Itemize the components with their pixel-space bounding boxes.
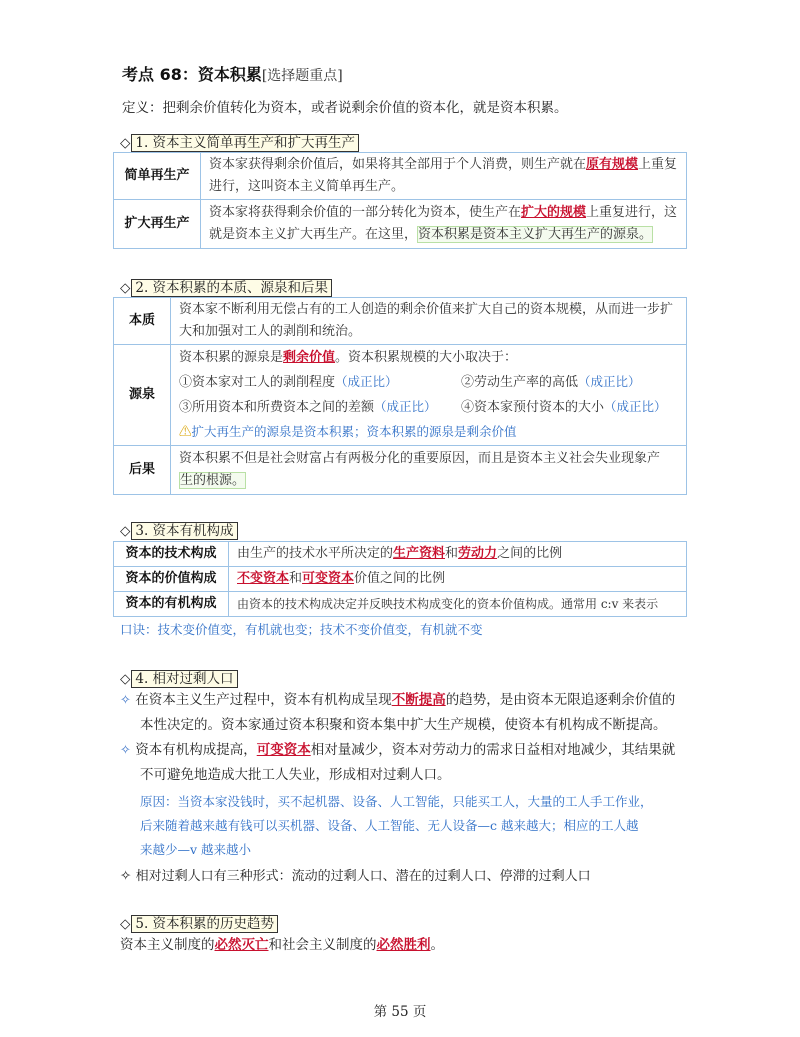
text: 的趋势，是由资本无限追逐剩余价值的 — [445, 692, 676, 708]
proportional-note: （成正比） — [335, 374, 398, 389]
proportional-note: （成正比） — [604, 399, 667, 414]
text: 由生产的技术水平所决定的 — [237, 546, 394, 561]
text: 相对量减少，资本对劳动力的需求日益相对地减少，其结果就 — [310, 742, 676, 758]
text: 和社会主义制度的 — [268, 937, 377, 953]
row-content — [201, 200, 687, 249]
row-header: 扩大再生产 — [114, 200, 201, 249]
text: 资本家将获得剩余价值的一部分转化为资本，使生产在 — [209, 205, 522, 220]
warning-icon: ⚠ — [179, 424, 192, 439]
table-row — [114, 542, 687, 567]
text: 后来随着越来越有钱可以买机器、设备、人工智能、无人设备—c 越来越大；相应的工人越 — [140, 818, 639, 833]
text: 资本积累的源泉是 — [179, 350, 284, 365]
row-header: 资本的技术构成 — [114, 542, 229, 567]
paragraph — [120, 688, 700, 713]
table-row — [114, 345, 687, 446]
highlight-term: 必然胜利 — [376, 937, 431, 953]
text: ③所用资本和所费资本之间的差额 — [179, 400, 375, 415]
table-row — [114, 298, 687, 345]
topic-title — [122, 62, 343, 85]
row-content: 由资本的技术构成决定并反映技术构成变化的资本价值构成。通常用 c:v 来表示 — [229, 592, 687, 617]
definition: 定义：把剩余价值转化为资本，或者说剩余价值的资本化，就是资本积累。 — [122, 100, 568, 116]
table-row — [114, 200, 687, 249]
text: ①资本家对工人的剥削程度 — [179, 375, 336, 390]
text: 原因：当资本家没钱时，买不起机器、设备、人工智能，只能买工人，大量的工人手工作业， — [140, 794, 653, 809]
highlight-term: 可变资本 — [302, 571, 355, 586]
diamond-icon: ◇ — [120, 671, 131, 687]
section-3-heading — [120, 519, 238, 539]
text: 之间的比例 — [497, 546, 563, 561]
row-header: 源泉 — [114, 345, 171, 446]
highlight-term: 生产资料 — [393, 546, 446, 561]
section-4-heading — [120, 667, 238, 687]
section-4-title: 4. 相对过剩人口 — [131, 670, 237, 688]
warning-note — [179, 420, 678, 444]
section-5-heading — [120, 912, 278, 932]
source-line — [179, 346, 678, 370]
highlight-term: 劳动力 — [458, 546, 498, 561]
text: 扩大再生产的源泉是资本积累；资本积累的源泉是剩余价值 — [191, 424, 517, 439]
text: 在资本主义生产过程中，资本有机构成呈现 — [135, 692, 392, 708]
text: 价值之间的比例 — [354, 571, 446, 586]
paragraph-cont: 不可避免地造成大批工人失业，形成相对过剩人口。 — [140, 767, 451, 783]
section-1-title: 1. 资本主义简单再生产和扩大再生产 — [131, 134, 359, 152]
paragraph-cont: 本性决定的。资本家通过资本积聚和资本集中扩大生产规模，使资本有机构成不断提高。 — [140, 717, 667, 733]
text: 和 — [445, 546, 459, 561]
row-header: 简单再生产 — [114, 153, 201, 200]
mnemonic: 口诀：技术变价值变，有机就也变；技术不变价值变，有机就不变 — [120, 622, 483, 637]
text: 上重复进行，这就是资本主义扩大再生产。在这里， — [209, 205, 678, 242]
section-3-title: 3. 资本有机构成 — [131, 522, 237, 540]
bullet-icon: ✧ — [120, 868, 132, 884]
row-content — [229, 542, 687, 567]
proportional-note: （成正比） — [578, 374, 641, 389]
row-content — [171, 345, 687, 446]
text: 。资本积累规模的大小取决于： — [335, 350, 518, 365]
row-content — [201, 153, 687, 200]
row-header: 资本的价值构成 — [114, 567, 229, 592]
text: 上重复进行，这叫资本主义简单再生产。 — [209, 157, 678, 194]
text: 资本有机构成提高， — [135, 742, 257, 758]
highlight-term: 剩余价值 — [283, 350, 336, 365]
accumulation-table — [113, 297, 687, 495]
reproduction-table — [113, 152, 687, 249]
table-row — [114, 153, 687, 200]
row-header: 后果 — [114, 446, 171, 495]
table-row — [114, 446, 687, 495]
text: 相对过剩人口有三种形式：流动的过剩人口、潜在的过剩人口、停滞的过剩人口 — [135, 869, 591, 884]
highlight-term: 不变资本 — [237, 571, 290, 586]
paragraph — [120, 738, 700, 763]
topic-title-text: 考点 68：资本积累 — [122, 65, 262, 84]
text: 资本主义制度的 — [120, 937, 215, 953]
factor-1 — [179, 370, 461, 395]
row-header: 资本的有机构成 — [114, 592, 229, 617]
row-content — [229, 567, 687, 592]
factor-2 — [461, 370, 641, 395]
text: 资本家获得剩余价值后，如果将其全部用于个人消费，则生产就在 — [209, 157, 587, 172]
organic-composition-table — [113, 541, 687, 617]
text: 。 — [430, 937, 444, 953]
proportional-note: （成正比） — [374, 399, 437, 414]
section-2-title: 2. 资本积累的本质、源泉和后果 — [131, 279, 332, 297]
page-number: 第 55 页 — [373, 1004, 427, 1020]
factors-row — [179, 370, 678, 395]
highlight-term: 必然灭亡 — [214, 937, 269, 953]
reason-note — [120, 790, 700, 862]
topic-tag: [选择题重点] — [261, 68, 343, 84]
row-content: 资本家不断利用无偿占有的工人创造的剩余价值来扩大自己的资本规模，从而进一步扩大和加强对工人的剥削和统治。 — [171, 298, 687, 345]
highlight-term: 可变资本 — [256, 742, 311, 758]
text: 和 — [289, 571, 303, 586]
text: 来越少—v 越来越小 — [140, 842, 252, 857]
table-row — [114, 567, 687, 592]
text: 资本积累不但是社会财富占有两极分化的重要原因，而且是资本主义社会失业现象产 — [179, 451, 661, 466]
table-row — [114, 592, 687, 617]
highlight-term: 不断提高 — [391, 692, 446, 708]
key-sentence: 资本积累是资本主义扩大再生产的源泉。 — [418, 227, 653, 242]
bullet-icon: ✧ — [120, 693, 131, 708]
row-header: 本质 — [114, 298, 171, 345]
text: ④资本家预付资本的大小 — [461, 400, 605, 415]
diamond-icon: ◇ — [120, 523, 131, 539]
section-2-heading — [120, 276, 332, 296]
diamond-icon: ◇ — [120, 916, 131, 932]
highlight-term: 扩大的规模 — [521, 205, 587, 220]
diamond-icon: ◇ — [120, 280, 131, 296]
highlight-term: 原有规模 — [586, 157, 639, 172]
factor-4 — [461, 395, 667, 420]
paragraph — [120, 864, 700, 889]
factors-row — [179, 395, 678, 420]
section-1-heading — [120, 131, 359, 151]
section-4-body — [120, 688, 700, 889]
section-5-body — [120, 933, 444, 958]
factor-3 — [179, 395, 461, 420]
key-sentence: 生的根源。 — [180, 473, 246, 488]
row-content — [171, 446, 687, 495]
diamond-icon: ◇ — [120, 135, 131, 151]
bullet-icon: ✧ — [120, 743, 131, 758]
text: ②劳动生产率的高低 — [461, 375, 579, 390]
section-5-title: 5. 资本积累的历史趋势 — [131, 915, 278, 933]
